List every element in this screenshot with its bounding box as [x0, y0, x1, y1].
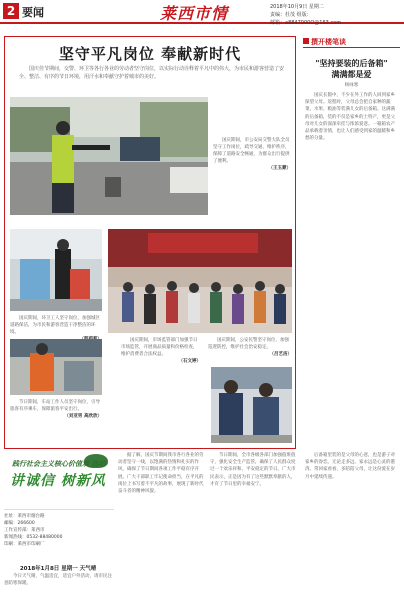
info-line4: 新闻热线：0532-88480000: [4, 535, 63, 540]
motto-banner: [4, 452, 114, 510]
column-headline-line1: "坚持要装的后备箱": [315, 59, 388, 68]
police-officers-image: [211, 367, 292, 443]
column-headline: [303, 58, 400, 80]
body-column-2: 节日期间，全市各级各部门加强值班值守，强化安全生产监管，确保了人民群众度过一个欢乐祥和、平安稳定的节日。广大市民表示，正是因为有了这些默默奉献的人，才有了节日里的幸福安宁。: [210, 453, 296, 487]
info-line1: 社址：莱西市烟台路: [4, 514, 45, 519]
photo-police-officers: [211, 367, 292, 443]
column-body-bottom: 后备箱里装的是父母的心意，也是游子对家乡的眷恋。无论走多远，家永远是心灵的港湾。常回家看看，多陪陪父母，让这份爱在岁月中延续传递。: [305, 453, 395, 480]
lead-intro: 国庆佳节期间，交警、环卫等各行各业的劳动者坚守岗位，以实际行动诠释着平凡中的伟大，为市民和游客营造了安全、整洁、有序的节日环境，用汗水和奉献守护着城市的美好。: [19, 66, 285, 80]
column-marker-icon: [303, 38, 309, 44]
contact-line: 邮箱：a8847000O@163.com: [270, 20, 342, 26]
newspaper-masthead: 莱西市情: [160, 4, 229, 23]
credit-mall: （石文婷）: [178, 359, 201, 364]
info-line5: 印刷：莱西市印刷厂: [4, 542, 45, 547]
sanitation-image: [10, 229, 102, 311]
caption-station-text: 节日期间，车站工作人员坚守岗位，引导旅客有序乘车，保障旅客平安出行。: [10, 400, 100, 412]
lead-story: [4, 36, 296, 449]
credit-police: （吕艺洁）: [269, 352, 292, 357]
caption-police: [208, 337, 292, 358]
column-header: [303, 36, 400, 48]
weather-text: 今日天气晴，气温适宜，适宜户外活动，请市民注意防寒保暖。: [4, 574, 112, 586]
photo-sanitation: [10, 229, 102, 311]
weather-title: 2018年1月8日 星期一 天气晴: [19, 566, 97, 572]
caption-traffic: [213, 137, 291, 172]
motto-line2: 讲诚信 树新风: [10, 473, 106, 489]
column-author: 杨咏寒: [344, 83, 359, 88]
date-line: 2018年10月9日 星期二: [270, 4, 324, 10]
caption-station: [10, 399, 102, 420]
traffic-police-image: [10, 97, 208, 215]
body-column-1: 据了解，国庆节期间我市各行各业的劳动者坚守一线，以饱满的热情和扎实的作风，确保了节日期间各项工作平稳有序开展。广大干部职工牢记使命担当，在平凡的岗位上书写着不平凡的故事，展现了新时代奋斗者的精神风貌。: [118, 453, 204, 495]
header-info: [270, 3, 341, 27]
mall-crowd-image: [108, 229, 292, 333]
publisher-info: [4, 513, 112, 548]
caption-police-text: 国庆期间，公安民警坚守岗位，加强巡逻防控，维护社会治安稳定。: [208, 338, 289, 350]
motto-line1: 践行社会主义核心价值观 活动: [12, 460, 106, 468]
station-image: [10, 339, 102, 395]
page-header: [0, 0, 404, 24]
caption-traffic-text: 国庆期间，市公安局交警大队全员坚守工作岗位，疏导交通、维护秩序，保障了道路安全畅通，为群众出行提供了便利。: [213, 138, 290, 164]
credit-traffic: （王玉蒙）: [268, 166, 291, 171]
caption-sanitation-text: 国庆期间，环卫工人坚守岗位，加强城区道路保洁，为市民和游客营造干净整洁的环境。: [10, 316, 100, 335]
credit-station: （刘亚男 高欣欣）: [64, 414, 102, 419]
page-section-name: 要闻: [22, 6, 44, 19]
lead-title: 坚守平凡岗位 奉献新时代: [58, 45, 242, 63]
column-body-top: 国庆长假中，不少在外工作的人回到家乡探望父母。返程时，父母总会把自家种的蔬菜、水果、粮油等装满儿女的后备箱。这满满的后备箱，装的不仅是家乡的土特产，更是父母对儿女的深深牵挂与浓浓爱意。一箱箱农产品承载着亲情，也让人们感受到家的温暖和乡愁的分量。: [305, 93, 395, 142]
info-line2: 邮编：266600: [4, 521, 35, 526]
column-name: 撰开楼笔谈: [311, 38, 346, 46]
column-headline-line2: 满满都是爱: [331, 70, 372, 79]
caption-mall-text: 国庆期间，市场监管部门加强节日市场监管，开展商品质量和价格检查，维护消费者合法权益。: [121, 338, 198, 357]
photo-mall-crowd: [108, 229, 292, 333]
page-number: 2: [3, 3, 19, 19]
editor-line: 责编：杜茂 组版：: [270, 12, 312, 18]
photo-traffic-police: [10, 97, 208, 215]
caption-mall: [121, 337, 201, 365]
photo-station: [10, 339, 102, 395]
info-line3: 工作宣传部：莱西市: [4, 528, 45, 533]
